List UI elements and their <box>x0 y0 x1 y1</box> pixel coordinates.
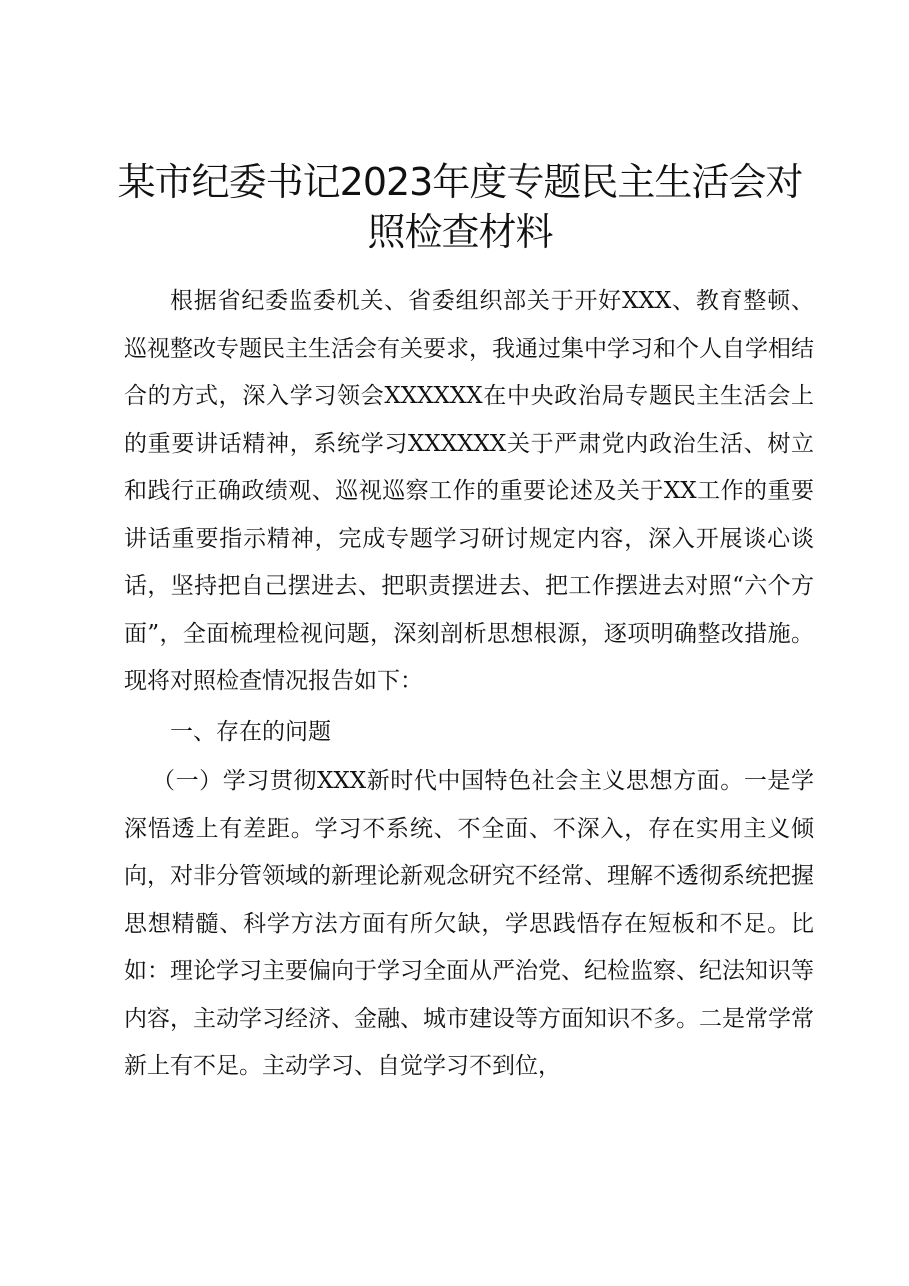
section-heading-problems: 一、存在的问题 <box>170 719 331 745</box>
document-title: 某市纪委书记2023年度专题民主生活会对照检查材料 <box>117 160 803 254</box>
intro-paragraph: 根据省纪委监委机关、省委组织部关于开好XXX、教育整顿、巡视整改专题民主生活会有关要求，我通过集中学习和个人自学相结合的方式，深入学习领会XXXXXX在中央政治局专题民主生活会上的重要讲话精神，系统学习XXXXXX关于严肃党内政治生活、树立和践行正确政绩观、巡视巡察工作的重要论述及关于XX工作的重要讲话重要指示精神，完成专题学习研讨规定内容，深入开展谈心谈话，坚持把自己摆进去、把职责摆进去、把工作摆进去对照“六个方面”，全面梳理检视问题，深刻剖析思想根源，逐项明确整改措施。现将对照检查情况报告如下： <box>124 288 814 694</box>
subsection-paragraph-1: （一）学习贯彻XXX新时代中国特色社会主义思想方面。一是学深悟透上有差距。学习不系统、不全面、不深入，存在实用主义倾向，对非分管领域的新理论新观念研究不经常、理解不透彻系统把握思想精髓、科学方法方面有所欠缺，学思践悟存在短板和不足。比如：理论学习主要偏向于学习全面从严治党、纪检监察、纪法知识等内容，主动学习经济、金融、城市建设等方面知识不多。二是常学常新上有不足。主动学习、自觉学习不到位， <box>124 768 814 1079</box>
